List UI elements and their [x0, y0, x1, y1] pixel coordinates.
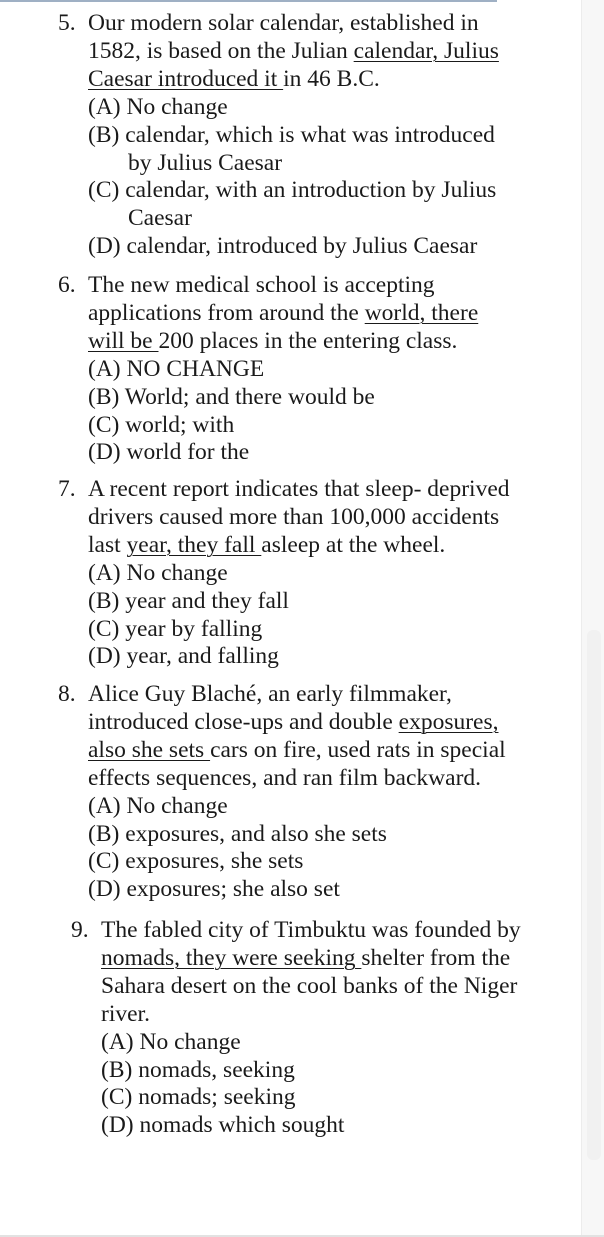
option-text: (B) exposures, and also she sets: [88, 820, 387, 847]
option-text: (A) No change: [88, 93, 228, 120]
answer-option: [88, 848, 506, 876]
option-text: (D) nomads which sought: [101, 1112, 345, 1139]
option-text: (C) calendar, with an introduction by Julius: [88, 177, 497, 204]
answer-option: [101, 1057, 521, 1085]
question-number: 8.: [58, 681, 76, 707]
answer-option: [88, 876, 506, 904]
option-text: (D) year, and falling: [88, 643, 279, 670]
option-text: (D) calendar, introduced by Julius Caesar: [88, 233, 478, 260]
question-7: [58, 476, 510, 671]
question-stem-line: The new medical school is accepting: [88, 272, 435, 298]
answer-option: [88, 588, 510, 616]
option-text-continued: by Julius Caesar: [128, 149, 283, 176]
question-stem-line: will be 200 places in the entering class.: [88, 327, 458, 354]
question-5: [58, 10, 499, 261]
option-text: (B) nomads, seeking: [101, 1056, 295, 1083]
answer-option: [88, 821, 506, 849]
option-text: (B) World; and there would be: [88, 383, 375, 410]
question-stem-line: effects sequences, and ran film backward.: [88, 764, 482, 791]
question-stem-line: Our modern solar calendar, established in: [88, 10, 479, 36]
option-text: (A) No change: [101, 1028, 241, 1055]
answer-option: [101, 1112, 521, 1140]
option-text: (D) world for the: [88, 439, 250, 466]
top-divider: [0, 0, 497, 2]
question-stem-line: drivers caused more than 100,000 accidents: [88, 503, 500, 530]
question-number: 7.: [58, 476, 76, 502]
question-stem-line: also she sets cars on fire, used rats in special: [88, 736, 506, 763]
answer-option: [101, 1084, 521, 1112]
answer-option: [88, 177, 499, 233]
question-stem-line: applications from around the world, there: [88, 299, 479, 326]
question-stem-line: river.: [101, 1000, 150, 1027]
answer-option: [88, 384, 478, 412]
underlined-phrase: nomads, they were seeking: [101, 944, 362, 971]
answer-option: [88, 793, 506, 821]
answer-option: [88, 356, 478, 384]
question-number: 9.: [71, 917, 89, 943]
answer-option: [88, 122, 499, 178]
question-number: 5.: [58, 10, 76, 36]
question-number: 6.: [58, 272, 76, 298]
underlined-phrase: Caesar introduced it: [88, 65, 284, 92]
option-text: (A) NO CHANGE: [88, 355, 265, 382]
underlined-phrase: calendar, Julius: [353, 37, 499, 64]
question-stem-line: A recent report indicates that sleep- deprived: [88, 476, 510, 502]
question-stem-line: Sahara desert on the cool banks of the Niger: [101, 972, 518, 999]
answer-option: [88, 439, 478, 467]
question-6: [58, 272, 479, 467]
underlined-phrase: also she sets: [88, 736, 211, 763]
answer-option: [88, 560, 510, 588]
answer-option: [88, 412, 478, 440]
option-text: (C) nomads; seeking: [101, 1084, 296, 1111]
answer-option: [88, 94, 499, 122]
question-9: [71, 917, 521, 1140]
underlined-phrase: year, they fall: [126, 531, 262, 558]
question-8: [58, 681, 506, 904]
question-stem-line: 1582, is based on the Julian calendar, Julius: [88, 37, 499, 64]
underlined-phrase: will be: [88, 327, 159, 354]
scrollbar[interactable]: [581, 0, 604, 1237]
question-stem-line: The fabled city of Timbuktu was founded by: [101, 917, 521, 943]
question-stem-line: introduced close-ups and double exposures,: [88, 708, 499, 735]
answer-option: [88, 643, 510, 671]
underlined-phrase: world, there: [364, 299, 479, 326]
underlined-phrase: exposures,: [398, 708, 499, 735]
question-stem-line: last year, they fall asleep at the wheel.: [88, 531, 446, 558]
option-text: (A) No change: [88, 792, 228, 819]
question-stem-line: Alice Guy Blaché, an early filmmaker,: [88, 681, 452, 707]
option-text: (C) year by falling: [88, 615, 263, 642]
answer-option: [88, 616, 510, 644]
answer-option: [101, 1029, 521, 1057]
question-stem-line: Caesar introduced it in 46 B.C.: [88, 65, 380, 92]
option-text: (C) exposures, she sets: [88, 848, 304, 875]
option-text: (C) world; with: [88, 411, 235, 438]
option-text: (B) year and they fall: [88, 587, 289, 614]
answer-option: [88, 233, 499, 261]
scrollbar-thumb[interactable]: [587, 630, 601, 1160]
question-stem-line: nomads, they were seeking shelter from the: [101, 944, 511, 971]
option-text-continued: Caesar: [128, 205, 192, 232]
option-text: (D) exposures; she also set: [88, 876, 340, 903]
option-text: (A) No change: [88, 559, 228, 586]
option-text: (B) calendar, which is what was introduced: [88, 121, 495, 148]
